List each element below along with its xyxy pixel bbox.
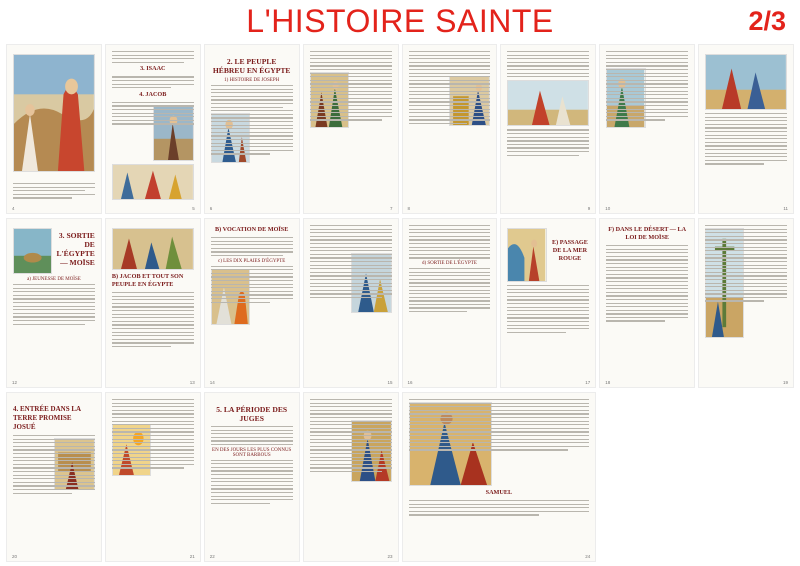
text-block [310,69,392,121]
section-subheading: a) JEUNESSE DE MOÏSE [27,277,81,282]
page-number: 11 [783,206,788,211]
book-page [204,44,300,214]
page-number: 17 [585,380,591,385]
illustration-joseph-governor [507,80,589,126]
book-page [402,218,498,388]
section-subheading: EN DES JOURS LES PLUS CONNUS SONT BARBOUS [212,447,292,458]
page-number: 4 [12,206,15,211]
chapter-heading: 2. LE PEUPLE HÉBREU EN ÉGYPTE [212,57,291,75]
book-page [303,392,399,562]
book-page [599,44,695,214]
page-title: L'HISTOIRE SAINTE [246,3,554,39]
text-block [13,435,95,494]
text-block [112,292,194,347]
page-number: 18 [605,380,611,385]
section-subheading: d) SORTIE DE L'ÉGYPTE [421,260,477,266]
page-number: 21 [189,554,195,559]
text-block [112,76,194,88]
book-page [599,218,695,388]
illustration-jacob-egypt [112,228,194,270]
illustration-red-sea [507,228,546,282]
section-heading: SAMUEL [485,489,513,496]
text-block [606,245,688,322]
illustration-caption [13,175,95,181]
illustration-wedding [112,164,194,200]
page-number: 14 [209,380,215,385]
section-heading: E) PASSAGE DE LA MER ROUGE [552,239,588,262]
text-block [310,250,392,298]
chapter-heading: 3. SORTIE DE L'ÉGYPTE — MOÏSE [56,231,95,267]
text-block [507,51,589,77]
text-block [310,399,392,415]
page-number: 19 [782,380,788,385]
book-page [105,392,201,562]
page-number: 5 [192,206,195,211]
page-number: 6 [209,206,213,211]
page-number: 7 [389,206,393,211]
page-number: 12 [12,380,18,385]
page-number: 10 [605,206,611,211]
book-page [105,44,201,214]
text-block [507,129,589,155]
section-subheading: c) LES DIX PLAIES D'ÉGYPTE [218,258,286,264]
book-page [402,44,498,214]
text-block [211,110,293,154]
section-heading: 4. JACOB [139,90,167,98]
page-number: 15 [387,380,393,385]
text-block [409,268,491,312]
page-indicator: 2/3 [748,6,786,36]
text-block [211,460,293,504]
text-block [310,225,392,248]
text-block [705,225,787,302]
text-block [211,426,293,445]
text-block [112,421,194,469]
book-page [6,44,102,214]
page-number: 16 [407,380,413,385]
page-number: 23 [387,554,393,559]
text-block [409,51,491,70]
page-number: 9 [587,206,591,211]
text-block [409,225,491,259]
page-number: 8 [407,206,411,211]
page-number: 24 [585,554,591,559]
text-block [112,399,194,418]
text-block [409,73,491,125]
section-heading: 3. ISAAC [140,65,166,73]
text-block [409,500,590,516]
text-block [112,51,194,63]
text-block [310,417,392,472]
text-block [507,285,589,333]
book-page [303,218,399,388]
page-spread-grid [6,44,794,562]
text-block [211,237,293,256]
book-page [204,392,300,562]
section-subheading: 1) HISTOIRE DE JOSEPH [224,78,280,83]
text-block [211,85,293,108]
text-block [409,399,590,451]
illustration-reunion [705,54,787,110]
page-number: 20 [12,554,18,559]
book-page [698,44,794,214]
section-heading: B) JACOB ET TOUT SON PEUPLE EN ÉGYPTE [111,273,184,288]
section-heading: F) DANS LE DÉSERT — LA LOI DE MOÏSE [608,226,687,241]
book-page [698,218,794,388]
book-page [303,44,399,214]
text-block [705,113,787,165]
illustration-abraham [13,54,95,172]
book-page [204,218,300,388]
book-page [6,218,102,388]
text-block [211,266,293,303]
text-block [606,51,688,63]
book-page [500,44,596,214]
book-page [402,392,597,562]
text-block [13,183,95,199]
text-block [310,51,392,67]
book-page [500,218,596,388]
section-heading: B) VOCATION DE MOÏSE [214,226,289,233]
text-block [112,102,194,125]
page-number: 22 [209,554,215,559]
chapter-heading: 5. LA PÉRIODE DES JUGES [216,405,288,423]
book-page [6,392,102,562]
text-block [606,65,688,120]
illustration-moses-basket [13,228,52,274]
page-number: 13 [189,380,195,385]
text-block [13,284,95,325]
chapter-heading: 4. ENTRÉE DANS LA TERRE PROMISE JOSUÉ [13,405,81,431]
book-page [105,218,201,388]
